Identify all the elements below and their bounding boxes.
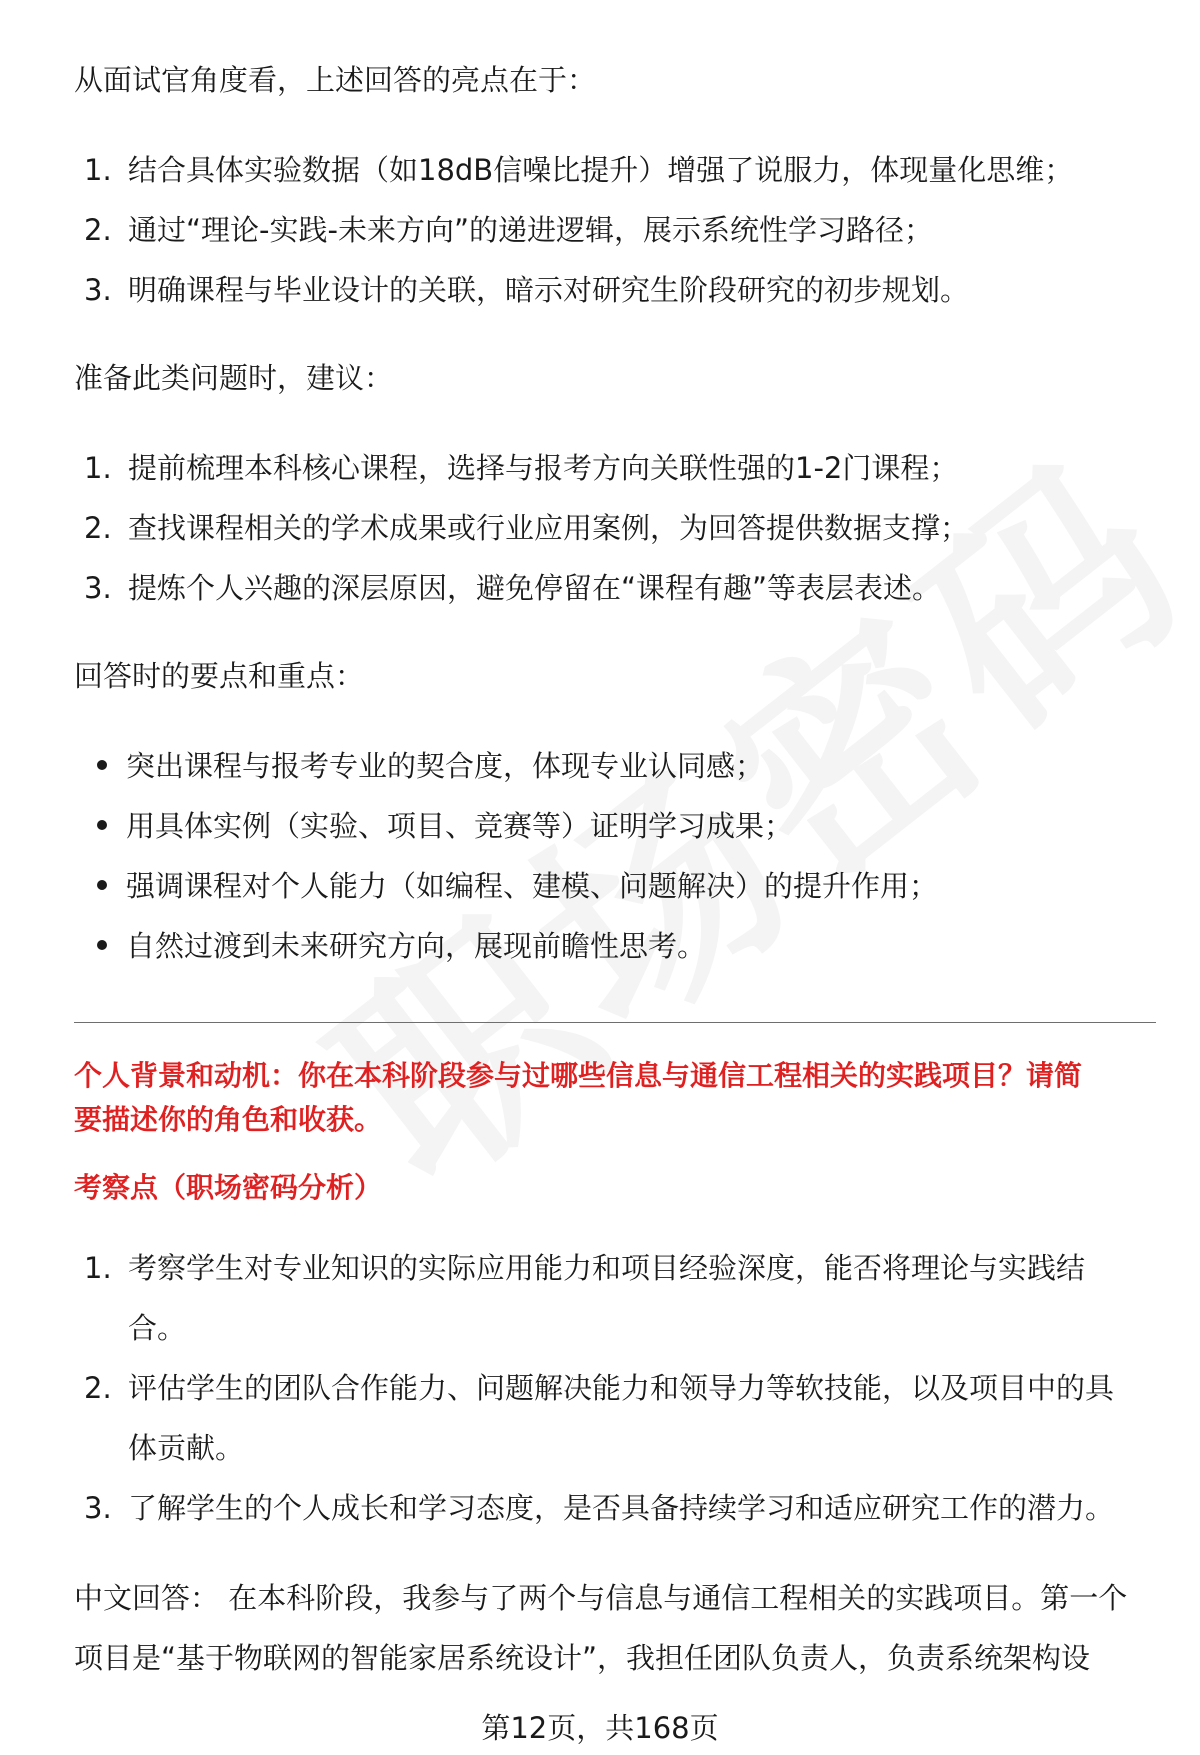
bullet-icon bbox=[97, 940, 107, 950]
list-text: 查找课程相关的学术成果或行业应用案例，为回答提供数据支撑； bbox=[128, 511, 970, 545]
question-heading-line-2: 要描述你的角色和收获。 bbox=[74, 1103, 383, 1136]
bullet-icon bbox=[97, 880, 107, 890]
list-number: 3. bbox=[84, 1491, 112, 1525]
exam-item-3 bbox=[84, 1488, 1114, 1528]
page-number-footer: 第12页，共168页 bbox=[481, 1711, 719, 1745]
section-divider bbox=[74, 1022, 1156, 1023]
exam-item-1 bbox=[84, 1248, 1085, 1288]
list-text: 明确课程与毕业设计的关联，暗示对研究生阶段研究的初步规划。 bbox=[128, 273, 970, 307]
list-text: 了解学生的个人成长和学习态度，是否具备持续学习和适应研究工作的潜力。 bbox=[128, 1491, 1115, 1525]
question-heading-line-1: 个人背景和动机：你在本科阶段参与过哪些信息与通信工程相关的实践项目？请简 bbox=[74, 1059, 1083, 1092]
list-number: 1. bbox=[84, 451, 112, 485]
list-number: 2. bbox=[84, 511, 112, 545]
exam-item-1-continuation: 合。 bbox=[128, 1311, 187, 1345]
point-item-1 bbox=[97, 746, 764, 786]
answer-line-1: 中文回答： 在本科阶段，我参与了两个与信息与通信工程相关的实践项目。第一个 bbox=[74, 1581, 1128, 1615]
bullet-icon bbox=[97, 820, 107, 830]
list-text: 结合具体实验数据（如18dB信噪比提升）增强了说服力，体现量化思维； bbox=[128, 153, 1074, 187]
list-text: 突出课程与报考专业的契合度，体现专业认同感； bbox=[126, 749, 765, 783]
prep-item-3 bbox=[84, 568, 941, 608]
list-number: 3. bbox=[84, 273, 112, 307]
point-item-3 bbox=[97, 866, 938, 906]
exam-points-title: 考察点（职场密码分析） bbox=[74, 1171, 383, 1204]
list-text: 提前梳理本科核心课程，选择与报考方向关联性强的1-2门课程； bbox=[128, 451, 959, 485]
exam-item-2 bbox=[84, 1368, 1114, 1408]
list-number: 1. bbox=[84, 1251, 112, 1285]
list-number: 1. bbox=[84, 153, 112, 187]
list-text: 评估学生的团队合作能力、问题解决能力和领导力等软技能，以及项目中的具 bbox=[128, 1371, 1115, 1405]
list-text: 提炼个人兴趣的深层原因，避免停留在“课程有趣”等表层表述。 bbox=[128, 571, 942, 605]
list-text: 强调课程对个人能力（如编程、建模、问题解决）的提升作用； bbox=[126, 869, 939, 903]
highlight-item-1 bbox=[84, 150, 1073, 190]
answer-line-2: 项目是“基于物联网的智能家居系统设计”，我担任团队负责人，负责系统架构设 bbox=[74, 1641, 1091, 1675]
list-number: 2. bbox=[84, 1371, 112, 1405]
highlight-item-3 bbox=[84, 270, 969, 310]
prep-item-1 bbox=[84, 448, 958, 488]
point-item-4 bbox=[97, 926, 706, 966]
prep-item-2 bbox=[84, 508, 969, 548]
highlights-intro: 从面试官角度看，上述回答的亮点在于： bbox=[74, 63, 597, 97]
bullet-icon bbox=[97, 760, 107, 770]
list-text: 考察学生对专业知识的实际应用能力和项目经验深度，能否将理论与实践结 bbox=[128, 1251, 1086, 1285]
list-number: 2. bbox=[84, 213, 112, 247]
list-text: 用具体实例（实验、项目、竞赛等）证明学习成果； bbox=[126, 809, 794, 843]
highlight-item-2 bbox=[84, 210, 933, 250]
prep-intro: 准备此类问题时，建议： bbox=[74, 361, 394, 395]
list-number: 3. bbox=[84, 571, 112, 605]
points-intro: 回答时的要点和重点： bbox=[74, 659, 365, 693]
list-text: 通过“理论-实践-未来方向”的递进逻辑，展示系统性学习路径； bbox=[128, 213, 933, 247]
exam-item-2-continuation: 体贡献。 bbox=[128, 1431, 245, 1465]
list-text: 自然过渡到未来研究方向，展现前瞻性思考。 bbox=[126, 929, 707, 963]
point-item-2 bbox=[97, 806, 793, 846]
